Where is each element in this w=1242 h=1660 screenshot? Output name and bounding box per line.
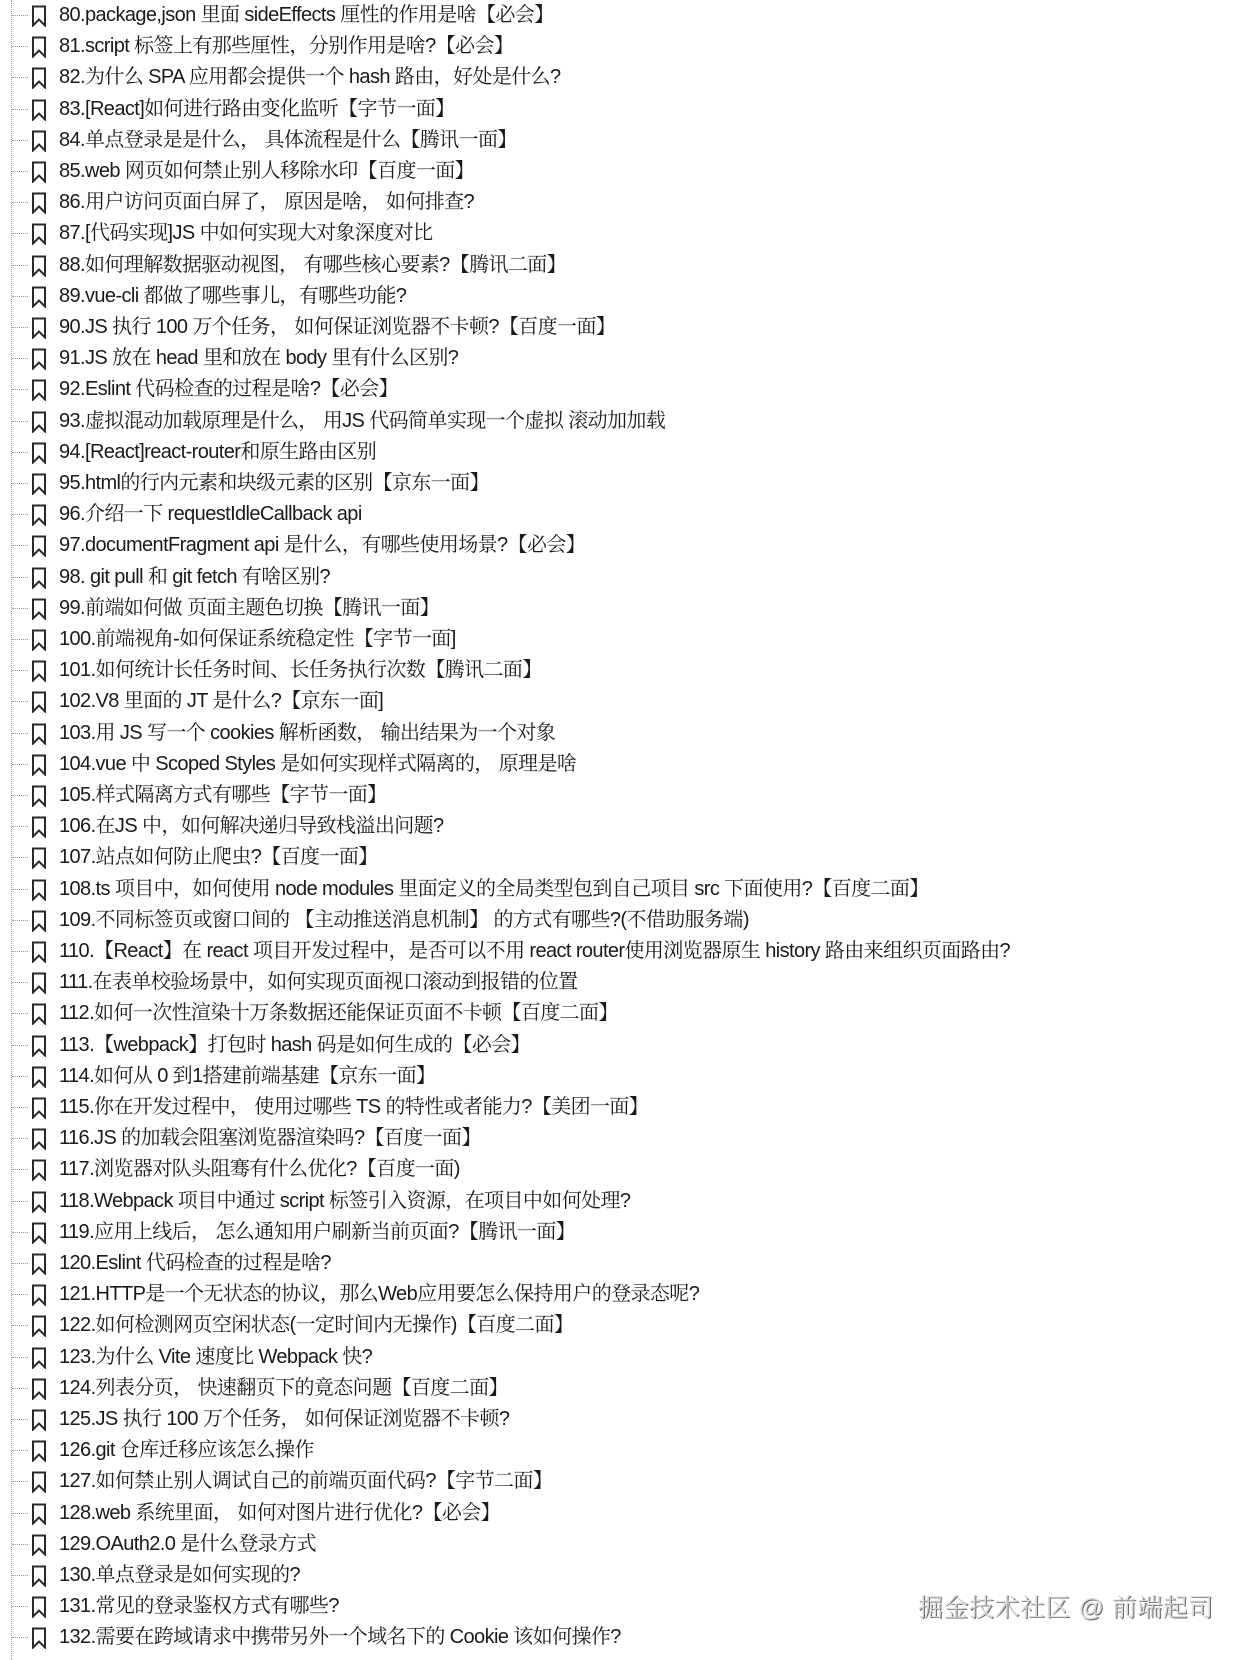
bookmark-item[interactable] — [0, 624, 1200, 655]
tree-connector — [12, 1107, 28, 1108]
bookmark-item[interactable] — [0, 936, 1200, 967]
tree-connector — [12, 670, 28, 671]
tree-connector — [12, 1045, 28, 1046]
bookmark-icon — [31, 130, 47, 152]
bookmark-icon — [31, 192, 47, 214]
bookmark-label: 99.前端如何做 页面主题色切换【腾讯一面】 — [59, 596, 440, 619]
bookmark-icon — [31, 691, 47, 713]
tree-connector — [12, 171, 28, 172]
tree-connector — [12, 15, 28, 16]
bookmark-label: 120.Eslint 代码检查的过程是啥? — [59, 1252, 331, 1274]
tree-connector — [12, 1544, 28, 1545]
bookmark-item[interactable] — [0, 1466, 1200, 1497]
bookmark-item[interactable] — [0, 749, 1200, 780]
bookmark-icon — [31, 816, 47, 838]
bookmark-item[interactable] — [0, 1373, 1200, 1404]
tree-connector — [12, 608, 28, 609]
bookmark-item[interactable] — [0, 1248, 1200, 1279]
bookmark-icon — [31, 36, 47, 58]
bookmark-icon — [31, 1565, 47, 1587]
tree-connector — [12, 1325, 28, 1326]
bookmark-icon — [31, 629, 47, 651]
tree-connector — [12, 733, 28, 734]
tree-connector — [12, 920, 28, 921]
bookmark-item[interactable] — [0, 1498, 1200, 1529]
bookmark-item[interactable] — [0, 811, 1200, 842]
bookmark-label: 89.vue-cli 都做了哪些事儿，有哪些功能? — [59, 284, 407, 307]
bookmark-item[interactable] — [0, 530, 1200, 561]
bookmark-label: 103.用 JS 写一个 cookies 解析函数， 输出结果为一个对象 — [59, 721, 556, 744]
bookmark-icon — [31, 941, 47, 963]
tree-connector — [12, 327, 28, 328]
bookmark-icon — [31, 1222, 47, 1244]
bookmark-item[interactable] — [0, 1404, 1200, 1435]
tree-connector — [12, 1637, 28, 1638]
bookmark-label: 118.Webpack 项目中通过 script 标签引入资源，在项目中如何处理? — [59, 1189, 631, 1212]
bookmark-label: 90.JS 执行 100 万个任务， 如何保证浏览器不卡顿?【百度一面】 — [59, 316, 616, 338]
bookmark-item[interactable] — [0, 468, 1200, 499]
bookmark-label: 105.样式隔离方式有哪些【字节一面】 — [59, 784, 387, 806]
tree-connector — [12, 577, 28, 578]
bookmark-icon — [31, 1315, 47, 1337]
bookmark-item[interactable] — [0, 1529, 1200, 1560]
bookmark-label: 107.站点如何防止爬虫?【百度一面】 — [59, 846, 378, 869]
bookmark-item[interactable] — [0, 1186, 1200, 1217]
bookmark-label: 96.介绍一下 requestIdleCallback api — [59, 503, 362, 526]
tree-connector — [12, 951, 28, 952]
bookmark-icon — [31, 847, 47, 869]
tree-connector — [12, 857, 28, 858]
tree-connector — [12, 889, 28, 890]
tree-connector — [12, 639, 28, 640]
tree-connector — [12, 1076, 28, 1077]
tree-connector — [12, 1294, 28, 1295]
tree-connector — [12, 1013, 28, 1014]
bookmark-label: 88.如何理解数据驱动视图， 有哪些核心要素?【腾讯二面】 — [59, 253, 567, 276]
bookmark-label: 122.如何检测网页空闲状态(一定时间内无操作)【百度二面】 — [59, 1314, 574, 1337]
tree-connector — [12, 795, 28, 796]
bookmark-item[interactable] — [0, 0, 1200, 31]
bookmark-icon — [31, 504, 47, 526]
tree-connector — [12, 452, 28, 453]
bookmark-item[interactable] — [0, 218, 1200, 249]
bookmark-label: 86.用户访问页面白屏了， 原因是啥， 如何排查? — [59, 191, 475, 214]
bookmark-icon — [31, 1284, 47, 1306]
bookmark-icon — [31, 1534, 47, 1556]
bookmark-label: 101.如何统计长任务时间、长任务执行次数【腾讯二面】 — [59, 659, 542, 682]
bookmark-icon — [31, 5, 47, 27]
bookmark-label: 111.在表单校验场景中，如何实现页面视口滚动到报错的位置 — [59, 971, 578, 994]
bookmark-label: 130.单点登录是如何实现的? — [59, 1564, 301, 1586]
bookmark-icon — [31, 1066, 47, 1088]
bookmark-item[interactable] — [0, 1560, 1200, 1591]
tree-connector — [12, 140, 28, 141]
tree-connector — [12, 826, 28, 827]
bookmark-item[interactable] — [0, 1030, 1200, 1061]
bookmark-item[interactable] — [0, 1310, 1200, 1341]
tree-connector — [12, 1481, 28, 1482]
bookmark-label: 110.【React】在 react 项目开发过程中，是否可以不用 react router使用浏览器原生 history 路由来组织页面路由? — [59, 940, 1011, 962]
bookmark-icon — [31, 567, 47, 589]
bookmark-item[interactable] — [0, 905, 1200, 936]
tree-connector — [12, 701, 28, 702]
bookmark-icon — [31, 348, 47, 370]
bookmark-icon — [31, 161, 47, 183]
bookmark-label: 132.需要在跨域请求中携带另外一个域名下的 Cookie 该如何操作? — [59, 1626, 621, 1649]
bookmark-item[interactable] — [0, 1279, 1200, 1310]
bookmark-item[interactable] — [0, 998, 1200, 1029]
bookmark-label: 85.web 网页如何禁止别人移除水印【百度一面】 — [59, 160, 475, 182]
bookmark-icon — [31, 1128, 47, 1150]
bookmark-icon — [31, 535, 47, 557]
bookmark-label: 123.为什么 Vite 速度比 Webpack 快? — [59, 1345, 373, 1368]
tree-connector — [12, 233, 28, 234]
bookmark-label: 92.Eslint 代码检查的过程是啥?【必会】 — [59, 378, 398, 401]
bookmark-item[interactable] — [0, 62, 1200, 93]
bookmark-item[interactable] — [0, 593, 1200, 624]
bookmark-label: 97.documentFragment api 是什么，有哪些使用场景?【必会】 — [59, 534, 586, 557]
bookmark-label: 109.不同标签页或窗口间的 【主动推送消息机制】 的方式有哪些?(不借助服务端) — [59, 908, 749, 931]
bookmark-item[interactable] — [0, 1154, 1200, 1185]
bookmark-item[interactable] — [0, 1622, 1200, 1653]
bookmark-icon — [31, 879, 47, 901]
bookmark-item[interactable] — [0, 718, 1200, 749]
bookmark-item[interactable] — [0, 842, 1200, 873]
bookmark-label: 116.JS 的加载会阻塞浏览器渲染吗?【百度一面】 — [59, 1127, 481, 1150]
bookmark-item[interactable] — [0, 94, 1200, 125]
tree-connector — [12, 1513, 28, 1514]
tree-connector — [12, 1575, 28, 1576]
bookmark-item[interactable] — [0, 281, 1200, 312]
bookmark-label: 104.vue 中 Scoped Styles 是如何实现样式隔离的， 原理是啥 — [59, 752, 577, 775]
bookmark-label: 119.应用上线后， 怎么通知用户刷新当前页面?【腾讯一面】 — [59, 1220, 576, 1243]
tree-connector — [12, 1388, 28, 1389]
bookmark-label: 100.前端视角-如何保证系统稳定性【字节一面] — [59, 628, 456, 650]
tree-connector — [12, 1357, 28, 1358]
bookmark-icon — [31, 1471, 47, 1493]
bookmark-icon — [31, 1003, 47, 1025]
bookmark-label: 115.你在开发过程中， 使用过哪些 TS 的特性或者能力?【美团一面】 — [59, 1096, 649, 1118]
bookmark-label: 114.如何从 0 到1搭建前端基建【京东一面】 — [59, 1064, 436, 1087]
bookmark-icon — [31, 1503, 47, 1525]
bookmark-item[interactable] — [0, 1123, 1200, 1154]
bookmark-icon — [31, 223, 47, 245]
bookmark-item[interactable] — [0, 1217, 1200, 1248]
bookmark-label: 80.package,json 里面 sideEffects 厘性的作用是啥【必会】 — [59, 4, 554, 26]
bookmark-icon — [31, 598, 47, 620]
bookmark-icon — [31, 379, 47, 401]
tree-connector — [12, 1169, 28, 1170]
bookmark-item[interactable] — [0, 250, 1200, 281]
bookmark-label: 106.在JS 中，如何解决递归导致栈溢出问题? — [59, 815, 444, 838]
tree-connector — [12, 265, 28, 266]
tree-connector — [12, 109, 28, 110]
bookmark-icon — [31, 1409, 47, 1431]
tree-connector — [12, 1232, 28, 1233]
bookmark-item[interactable] — [0, 374, 1200, 405]
bookmark-icon — [31, 99, 47, 121]
bookmark-label: 113.【webpack】打包时 hash 码是如何生成的【必会】 — [59, 1033, 531, 1056]
bookmark-item[interactable] — [0, 686, 1200, 717]
tree-connector — [12, 389, 28, 390]
bookmark-icon — [31, 411, 47, 433]
bookmark-label: 95.html的行内元素和块级元素的区别【京东一面】 — [59, 472, 489, 494]
bookmark-label: 98. git pull 和 git fetch 有啥区别? — [59, 565, 331, 588]
tree-connector — [12, 483, 28, 484]
bookmark-item[interactable] — [0, 967, 1200, 998]
bookmark-item[interactable] — [0, 562, 1200, 593]
bookmark-icon — [31, 1191, 47, 1213]
bookmark-icon — [31, 442, 47, 464]
bookmark-icon — [31, 1347, 47, 1369]
bookmark-item[interactable] — [0, 1435, 1200, 1466]
bookmark-item[interactable] — [0, 437, 1200, 468]
bookmark-icon — [31, 473, 47, 495]
bookmark-label: 121.HTTP是一个无状态的协议，那么Web应用要怎么保持用户的登录态呢? — [59, 1283, 700, 1306]
bookmark-item[interactable] — [0, 187, 1200, 218]
tree-connector — [12, 77, 28, 78]
bookmark-label: 124.列表分页， 快速翻页下的竟态问题【百度二面】 — [59, 1376, 508, 1399]
tree-connector — [12, 1606, 28, 1607]
tree-connector — [12, 514, 28, 515]
bookmark-label: 83.[React]如何进行路由变化监听【字节一面】 — [59, 97, 455, 120]
bookmark-icon — [31, 1627, 47, 1649]
bookmark-label: 131.常见的登录鉴权方式有哪些? — [59, 1595, 339, 1618]
bookmark-icon — [31, 754, 47, 776]
bookmark-item[interactable] — [0, 874, 1200, 905]
bookmark-icon — [31, 660, 47, 682]
bookmark-label: 127.如何禁止别人调试自己的前端页面代码?【字节二面】 — [59, 1470, 553, 1493]
tree-connector — [12, 1450, 28, 1451]
bookmark-label: 94.[React]react-router和原生路由区别 — [59, 440, 377, 463]
bookmark-label: 128.web 系统里面， 如何对图片进行优化?【必会】 — [59, 1501, 501, 1524]
bookmark-icon — [31, 972, 47, 994]
bookmark-icon — [31, 785, 47, 807]
bookmark-icon — [31, 1097, 47, 1119]
tree-connector — [12, 202, 28, 203]
bookmark-icon — [31, 1253, 47, 1275]
bookmark-item[interactable] — [0, 125, 1200, 156]
bookmark-item[interactable] — [0, 31, 1200, 62]
tree-connector — [12, 296, 28, 297]
bookmark-label: 129.OAuth2.0 是什么登录方式 — [59, 1532, 316, 1555]
bookmark-icon — [31, 1035, 47, 1057]
bookmark-item[interactable] — [0, 499, 1200, 530]
bookmark-icon — [31, 1159, 47, 1181]
bookmark-item[interactable] — [0, 655, 1200, 686]
bookmark-label: 125.JS 执行 100 万个任务， 如何保证浏览器不卡顿? — [59, 1408, 510, 1430]
tree-connector — [12, 1419, 28, 1420]
bookmark-label: 108.ts 项目中，如何使用 node modules 里面定义的全局类型包到自己项目 src 下面使用?【百度二面】 — [59, 877, 929, 900]
bookmark-item[interactable] — [0, 406, 1200, 437]
bookmark-label: 91.JS 放在 head 里和放在 body 里有什么区别? — [59, 347, 459, 370]
bookmark-icon — [31, 723, 47, 745]
bookmark-item[interactable] — [0, 343, 1200, 374]
bookmark-label: 117.浏览器对队头阻骞有什么优化?【百度一面) — [59, 1158, 460, 1181]
bookmark-label: 87.[代码实现]JS 中如何实现大对象深度对比 — [59, 222, 433, 245]
tree-connector — [12, 421, 28, 422]
bookmark-label: 112.如何一次性渲染十万条数据还能保证页面不卡顿【百度二面】 — [59, 1002, 618, 1025]
bookmark-label: 84.单点登录是是什么， 具体流程是什么【腾讯一面】 — [59, 128, 517, 151]
tree-connector — [12, 545, 28, 546]
bookmark-label: 102.V8 里面的 JT 是什么?【京东一面] — [59, 690, 384, 713]
bookmark-item[interactable] — [0, 312, 1200, 343]
bookmark-icon — [31, 286, 47, 308]
tree-connector — [12, 982, 28, 983]
bookmark-icon — [31, 1378, 47, 1400]
bookmark-item[interactable] — [0, 1092, 1200, 1123]
bookmark-icon — [31, 1440, 47, 1462]
bookmark-label: 81.script 标签上有那些厘性，分别作用是啥?【必会】 — [59, 35, 514, 58]
bookmark-item[interactable] — [0, 1061, 1200, 1092]
bookmark-item[interactable] — [0, 1342, 1200, 1373]
tree-connector — [12, 1263, 28, 1264]
tree-connector — [12, 1138, 28, 1139]
bookmark-icon — [31, 255, 47, 277]
bookmark-icon — [31, 1596, 47, 1618]
bookmark-label: 93.虚拟混动加载原理是什么， 用JS 代码简单实现一个虚拟 滚动加加载 — [59, 409, 666, 432]
bookmark-item[interactable] — [0, 156, 1200, 187]
bookmark-label: 82.为什么 SPA 应用都会提供一个 hash 路由，好处是什么? — [59, 66, 561, 89]
bookmark-icon — [31, 67, 47, 89]
tree-connector — [12, 1201, 28, 1202]
tree-connector — [12, 358, 28, 359]
bookmark-icon — [31, 910, 47, 932]
watermark: 掘金技术社区 @ 前端起司 — [918, 1594, 1214, 1622]
tree-connector — [12, 46, 28, 47]
bookmark-icon — [31, 317, 47, 339]
bookmark-item[interactable] — [0, 780, 1200, 811]
bookmark-label: 126.git 仓库迁移应该怎么操作 — [59, 1439, 314, 1462]
tree-connector — [12, 764, 28, 765]
